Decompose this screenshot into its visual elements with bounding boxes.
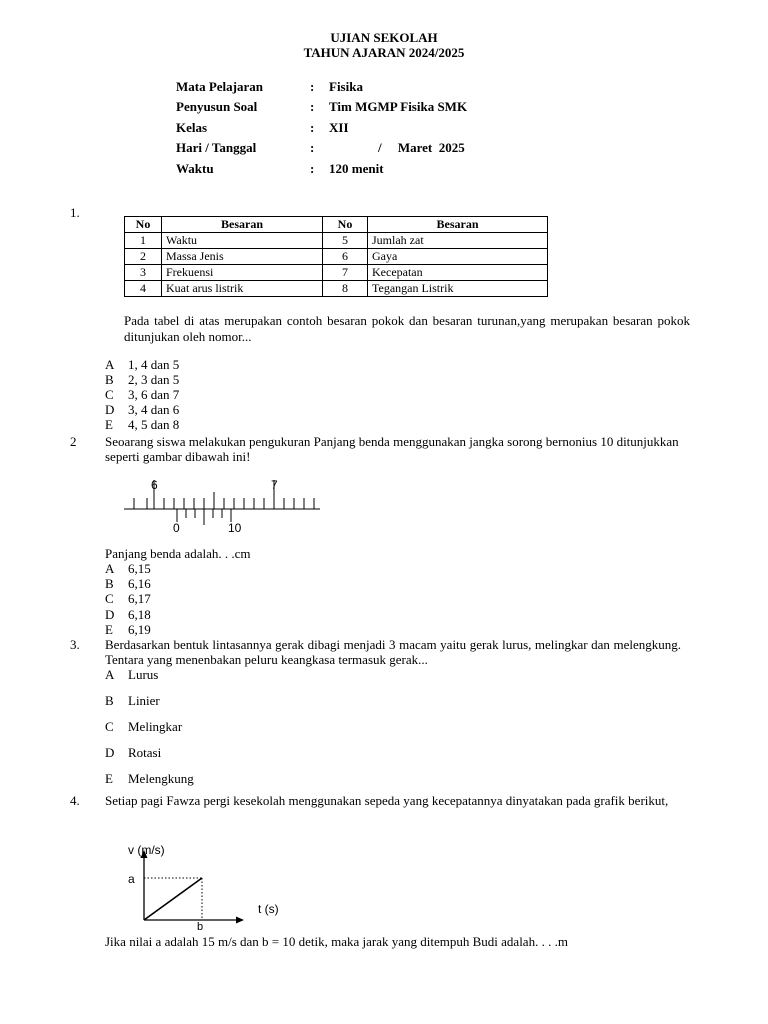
option-letter: C bbox=[105, 387, 114, 402]
option-letter: B bbox=[105, 693, 114, 708]
option-text: Melingkar bbox=[128, 719, 183, 734]
table-cell: Kuat arus listrik bbox=[162, 281, 323, 297]
info-value: XII bbox=[329, 120, 349, 135]
option-text: 6,18 bbox=[128, 607, 151, 622]
info-value: Fisika bbox=[329, 79, 363, 94]
table-cell: Massa Jenis bbox=[162, 249, 323, 265]
option-text: Melengkung bbox=[128, 771, 194, 786]
info-label: Mata Pelajaran bbox=[176, 79, 264, 94]
table-header: Besaran bbox=[368, 217, 548, 233]
info-label: Penyusun Soal bbox=[176, 99, 258, 114]
question-number: 2 bbox=[70, 434, 77, 449]
table-header-row bbox=[125, 217, 548, 233]
option-letter: E bbox=[105, 417, 113, 432]
option-letter: D bbox=[105, 745, 115, 760]
question-number: 4. bbox=[70, 793, 80, 808]
option-text: Linier bbox=[128, 693, 160, 708]
option-text: 4, 5 dan 8 bbox=[128, 417, 180, 432]
vernier-label-10: 10 bbox=[228, 521, 242, 535]
table-header: No bbox=[323, 217, 368, 233]
table-cell: Frekuensi bbox=[162, 265, 323, 281]
table-row bbox=[125, 265, 548, 281]
main-scale-label-6: 6 bbox=[151, 478, 158, 492]
graph-ylabel: v (m/s) bbox=[128, 843, 165, 857]
option-text: 6,16 bbox=[128, 576, 151, 591]
table-row bbox=[125, 249, 548, 265]
question-text: Berdasarkan bentuk lintasannya gerak dibagi menjadi 3 macam yaitu gerak lurus, melingkar dan melengkung. Tentara yang menenbakan peluru keangkasa termasuk gerak... bbox=[105, 637, 681, 667]
option-letter: C bbox=[105, 591, 114, 606]
option-text: 3, 4 dan 6 bbox=[128, 402, 180, 417]
table-row bbox=[125, 233, 548, 249]
option-text: Lurus bbox=[128, 667, 159, 682]
question-prompt: Jika nilai a adalah 15 m/s dan b = 10 detik, maka jarak yang ditempuh Budi adalah. . . .m bbox=[105, 934, 568, 949]
option-letter: A bbox=[105, 357, 115, 372]
table-cell: 8 bbox=[323, 281, 368, 297]
option-letter: C bbox=[105, 719, 114, 734]
besaran-table bbox=[124, 216, 548, 297]
info-value: 120 menit bbox=[329, 161, 384, 176]
option-letter: E bbox=[105, 771, 113, 786]
graph-xlabel: t (s) bbox=[258, 902, 279, 916]
table-cell: 6 bbox=[323, 249, 368, 265]
info-sep: : bbox=[310, 79, 315, 94]
info-label: Waktu bbox=[176, 161, 214, 176]
option-letter: B bbox=[105, 576, 114, 591]
info-label: Hari / Tanggal bbox=[176, 140, 257, 155]
option-text: 6,17 bbox=[128, 591, 151, 606]
table-cell: Tegangan Listrik bbox=[368, 281, 548, 297]
option-letter: E bbox=[105, 622, 113, 637]
question-number: 1. bbox=[70, 205, 80, 220]
question-number: 3. bbox=[70, 637, 80, 652]
table-cell: 2 bbox=[125, 249, 162, 265]
option-letter: A bbox=[105, 667, 115, 682]
table-header: No bbox=[125, 217, 162, 233]
table-cell: 7 bbox=[323, 265, 368, 281]
question-text: Pada tabel di atas merupakan contoh besaran pokok dan besaran turunan,yang merupakan besaran pokok ditunjukan oleh nomor... bbox=[124, 313, 690, 344]
question-text: Seoarang siswa melakukan pengukuran Panjang benda menggunakan jangka sorong bernonius 10 ditunjukkan seperti gambar dibawah ini! bbox=[105, 434, 679, 464]
info-value: / Maret 2025 bbox=[378, 140, 465, 155]
vernier-caliper-diagram bbox=[120, 476, 325, 538]
table-cell: Gaya bbox=[368, 249, 548, 265]
graph-y-mark: a bbox=[128, 872, 135, 886]
main-scale-label-7: 7 bbox=[271, 478, 278, 492]
option-text: 2, 3 dan 5 bbox=[128, 372, 180, 387]
option-text: 6,15 bbox=[128, 561, 151, 576]
table-cell: 4 bbox=[125, 281, 162, 297]
table-row bbox=[125, 281, 548, 297]
graph-x-mark: b bbox=[197, 921, 204, 932]
exam-year: TAHUN AJARAN 2024/2025 bbox=[303, 45, 465, 60]
option-letter: B bbox=[105, 372, 114, 387]
info-sep: : bbox=[310, 120, 315, 135]
exam-title: UJIAN SEKOLAH bbox=[330, 30, 438, 45]
info-value: Tim MGMP Fisika SMK bbox=[329, 99, 468, 114]
velocity-time-graph bbox=[120, 838, 295, 932]
option-letter: D bbox=[105, 402, 115, 417]
info-sep: : bbox=[310, 161, 315, 176]
question-text: Setiap pagi Fawza pergi kesekolah menggunakan sepeda yang kecepatannya dinyatakan pada grafik berikut, bbox=[105, 793, 669, 808]
table-cell: Waktu bbox=[162, 233, 323, 249]
option-text: Rotasi bbox=[128, 745, 162, 760]
question-prompt: Panjang benda adalah. . .cm bbox=[105, 546, 251, 561]
info-sep: : bbox=[310, 140, 315, 155]
table-cell: 3 bbox=[125, 265, 162, 281]
table-cell: Kecepatan bbox=[368, 265, 548, 281]
option-letter: A bbox=[105, 561, 115, 576]
option-text: 3, 6 dan 7 bbox=[128, 387, 180, 402]
table-cell: 1 bbox=[125, 233, 162, 249]
table-header: Besaran bbox=[162, 217, 323, 233]
vernier-label-0: 0 bbox=[173, 521, 180, 535]
option-letter: D bbox=[105, 607, 115, 622]
option-text: 6,19 bbox=[128, 622, 151, 637]
info-sep: : bbox=[310, 99, 315, 114]
info-label: Kelas bbox=[176, 120, 208, 135]
table-cell: Jumlah zat bbox=[368, 233, 548, 249]
table-cell: 5 bbox=[323, 233, 368, 249]
option-text: 1, 4 dan 5 bbox=[128, 357, 180, 372]
